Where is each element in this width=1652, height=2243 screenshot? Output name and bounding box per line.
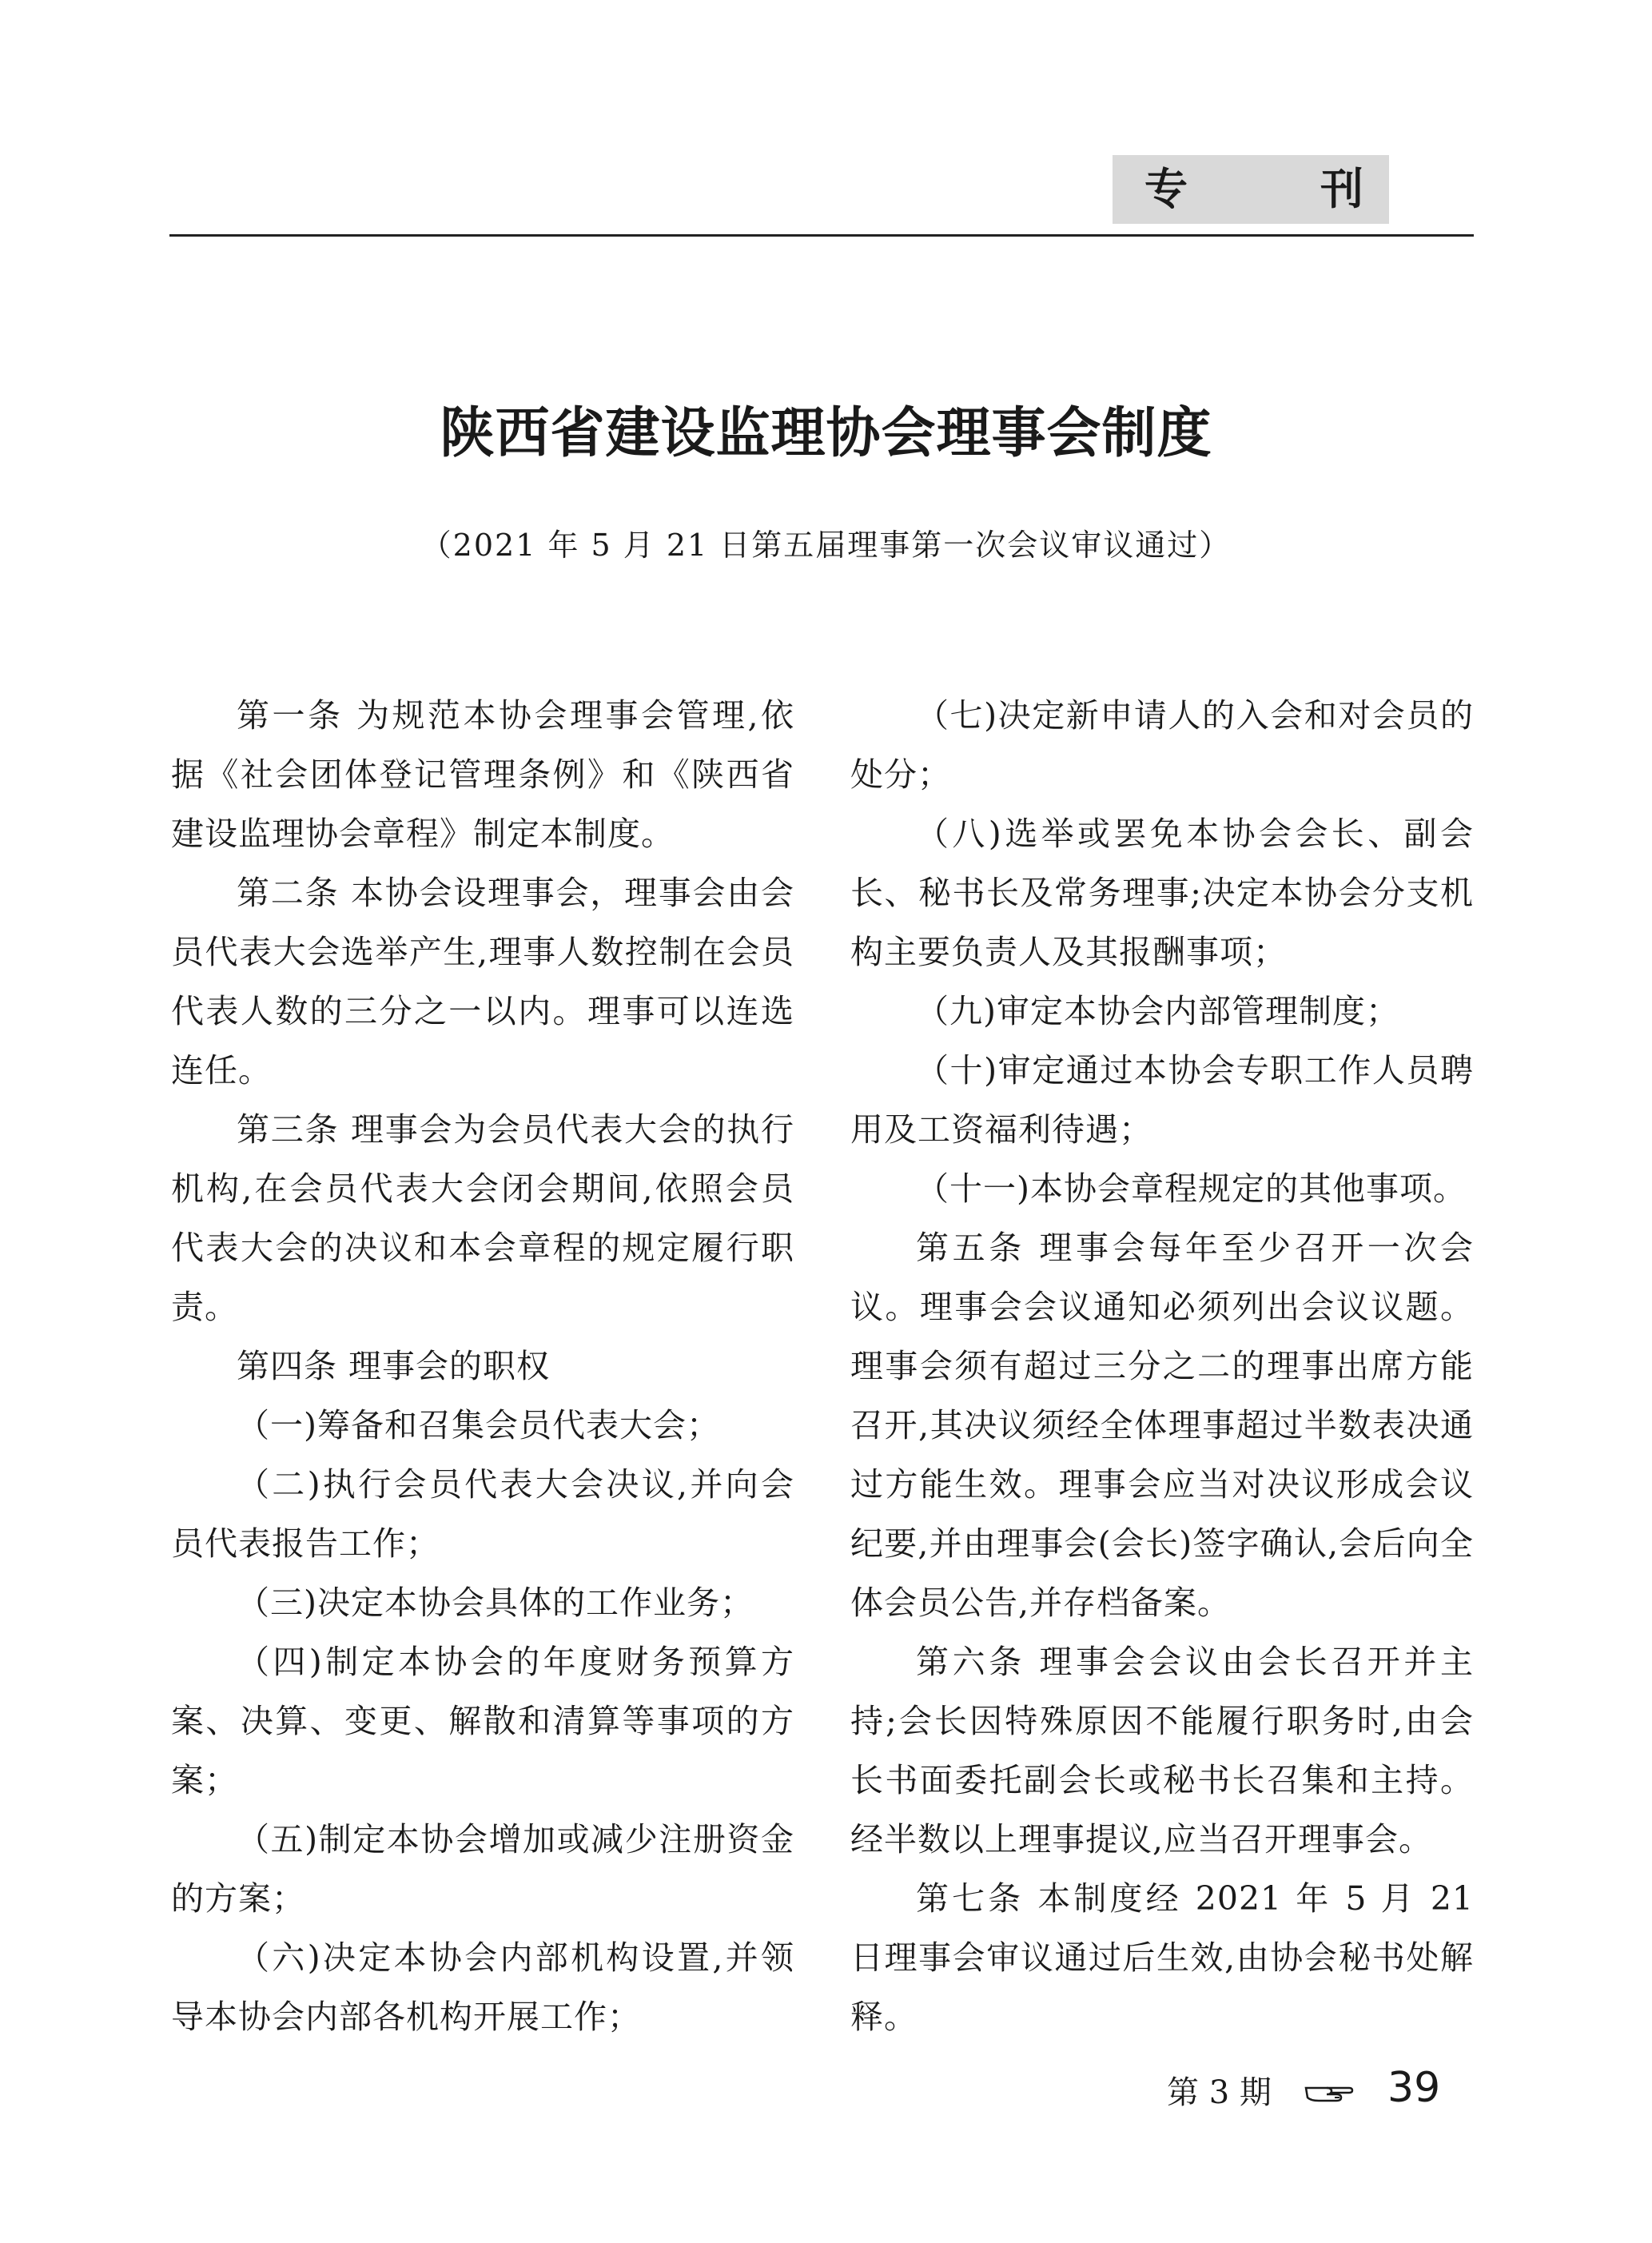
article-4-item-10: （十)审定通过本协会专职工作人员聘用及工资福利待遇； (850, 1051, 1474, 1149)
article-6-paragraph: 第六条 理事会会议由会长召开并主持;会长因特殊原因不能履行职务时,由会长书面委托副会长或秘书长召集和主持。经半数以上理事提议,应当召开理事会。 (850, 1643, 1474, 1859)
right-column (850, 686, 1474, 2046)
issue-label: 第 3 期 (1167, 2074, 1272, 2111)
article-7-paragraph: 第七条 本制度经 2021 年 5 月 21 日理事会审议通过后生效,由协会秘书处解释。 (850, 1879, 1474, 2036)
pointing-hand-icon (1303, 2077, 1354, 2109)
article-4-item-6: （六)决定本协会内部机构设置,并领导本协会内部各机构开展工作； (171, 1938, 794, 2036)
article-4-item-4: （四)制定本协会的年度财务预算方案、决算、变更、解散和清算等事项的方案； (171, 1643, 794, 1799)
article-5-paragraph: 第五条 理事会每年至少召开一次会议。理事会会议通知必须列出会议议题。理事会须有超过三分之二的理事出席方能召开,其决议须经全体理事超过半数表决通过方能生效。理事会应当对决议形成会议纪要,并由理事会(会长)签字确认,会后向全体会员公告,并存档备案。 (850, 1229, 1474, 1622)
page-number: 39 (1387, 2064, 1441, 2112)
article-4-item-11: （十一)本协会章程规定的其他事项。 (916, 1169, 1467, 1208)
header-divider (169, 234, 1474, 237)
section-label-char-1: 专 (1144, 164, 1188, 214)
document-subtitle: （2021 年 5 月 21 日第五届理事第一次会议审议通过） (420, 528, 1232, 563)
document-title: 陕西省建设监理协会理事会制度 (440, 401, 1212, 465)
section-label-char-2: 刊 (1320, 164, 1363, 214)
article-4-item-8: （八)选举或罢免本协会会长、副会长、秘书长及常务理事;决定本协会分支机构主要负责人及其报酬事项； (850, 815, 1474, 971)
article-3-paragraph: 第三条 理事会为会员代表大会的执行机构,在会员代表大会闭会期间,依照会员代表大会的决议和本会章程的规定履行职责。 (171, 1110, 794, 1326)
article-1-paragraph: 第一条 为规范本协会理事会管理,依据《社会团体登记管理条例》和《陕西省建设监理协会章程》制定本制度。 (171, 696, 794, 853)
article-4-item-1: （一)筹备和召集会员代表大会； (237, 1406, 720, 1444)
article-4-heading: 第四条 理事会的职权 (237, 1347, 551, 1385)
article-4-item-2: （二)执行会员代表大会决议,并向会员代表报告工作； (171, 1465, 794, 1563)
article-4-item-7: （七)决定新申请人的入会和对会员的处分； (850, 696, 1474, 794)
article-4-item-3: （三)决定本协会具体的工作业务； (237, 1584, 754, 1622)
article-4-item-9: （九)审定本协会内部管理制度； (916, 992, 1399, 1030)
article-2-paragraph: 第二条 本协会设理事会，理事会由会员代表大会选举产生,理事人数控制在会员代表人数的三分之一以内。理事可以连选连任。 (171, 874, 794, 1090)
left-column (171, 686, 794, 2046)
article-4-item-5: （五)制定本协会增加或减少注册资金的方案； (171, 1820, 794, 1918)
section-badge (1113, 155, 1389, 224)
